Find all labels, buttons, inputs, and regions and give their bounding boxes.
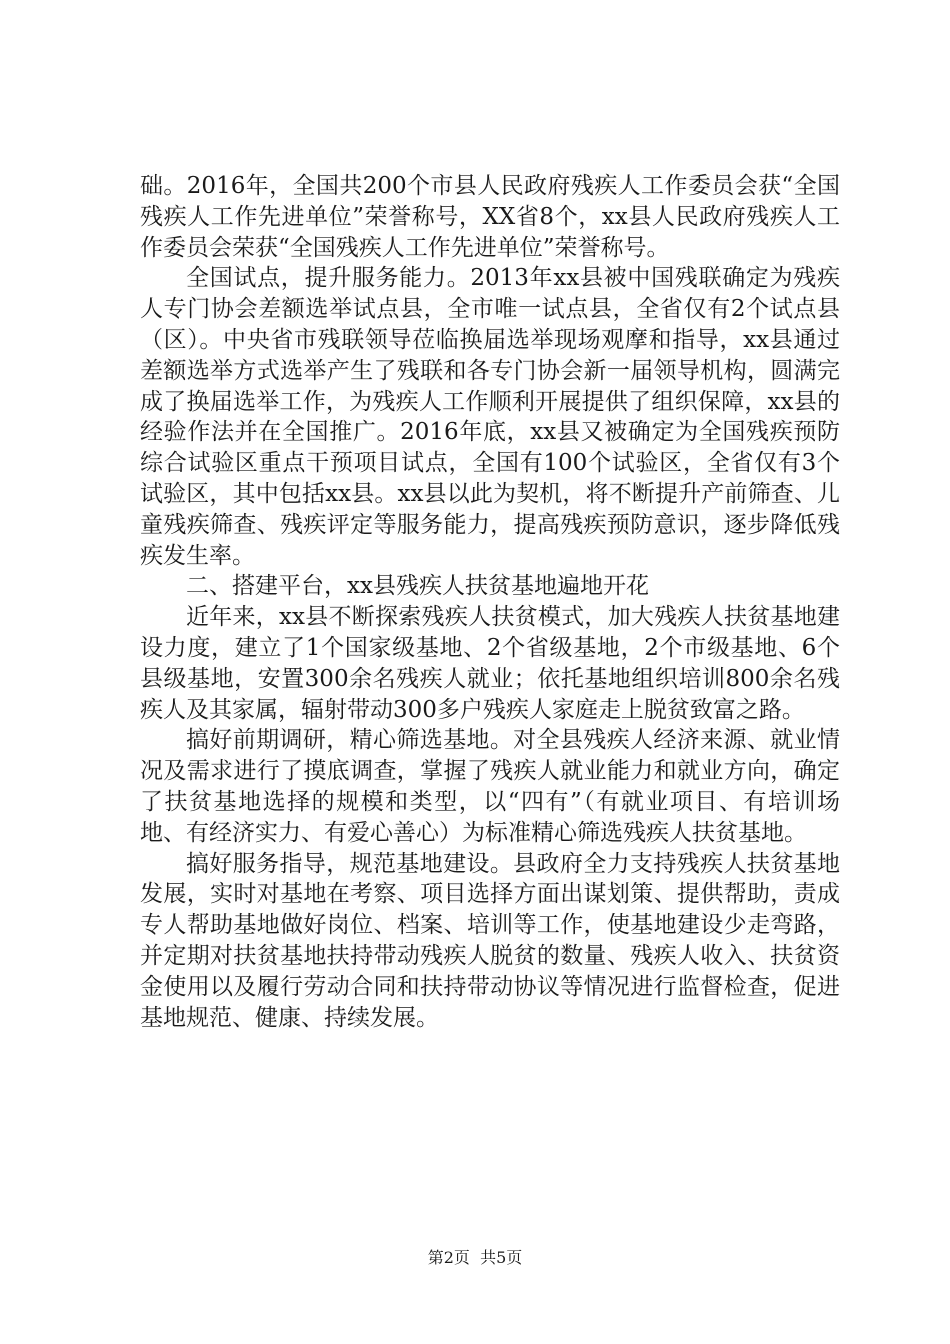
section-heading: 二、搭建平台，xx县残疾人扶贫基地遍地开花 (186, 573, 649, 600)
paragraph-5: 搞好前期调研，精心筛选基地。对全县残疾人经济来源、就业情况及需求进行了摸底调查，掌握了残疾人就业能力和就业方向，确定了扶贫基地选择的规模和类型，以“四有”（有就业项目、有培训场地、有经济实力、有爱心善心）为标准精心筛选残疾人扶贫基地。 (140, 727, 840, 846)
paragraph-4: 近年来，xx县不断探索残疾人扶贫模式，加大残疾人扶贫基地建设力度，建立了1个国家级基地、2个省级基地，2个市级基地、6个县级基地，安置300余名残疾人就业；依托基地组织培训800余名残疾人及其家属，辐射带动300多户残疾人家庭走上脱贫致富之路。 (140, 604, 840, 723)
page-number-footer: 第2页 共5页 (427, 1248, 523, 1267)
paragraph-1: 础。2016年，全国共200个市县人民政府残疾人工作委员会获“全国残疾人工作先进单位”荣誉称号，XX省8个，xx县人民政府残疾人工作委员会荣获“全国残疾人工作先进单位”荣誉称号。 (140, 173, 840, 261)
paragraph-2: 全国试点，提升服务能力。2013年xx县被中国残联确定为残疾人专门协会差额选举试点县，全市唯一试点县，全省仅有2个试点县（区）。中央省市残联领导莅临换届选举现场观摩和指导，xx县通过差额选举方式选举产生了残联和各专门协会新一届领导机构，圆满完成了换届选举工作，为残疾人工作顺利开展提供了组织保障，xx县的经验作法并在全国推广。2016年底，xx县又被确定为全国残疾预防综合试验区重点干预项目试点，全国有100个试验区，全省仅有3个试验区，其中包括xx县。xx县以此为契机，将不断提升产前筛查、儿童残疾筛查、残疾评定等服务能力，提高残疾预防意识，逐步降低残疾发生率。 (140, 265, 840, 569)
paragraph-6: 搞好服务指导，规范基地建设。县政府全力支持残疾人扶贫基地发展，实时对基地在考察、项目选择方面出谋划策、提供帮助，责成专人帮助基地做好岗位、档案、培训等工作，使基地建设少走弯路，并定期对扶贫基地扶持带动残疾人脱贫的数量、残疾人收入、扶贫资金使用以及履行劳动合同和扶持带动协议等情况进行监督检查，促进基地规范、健康、持续发展。 (140, 850, 840, 1031)
document-body (140, 171, 840, 1033)
